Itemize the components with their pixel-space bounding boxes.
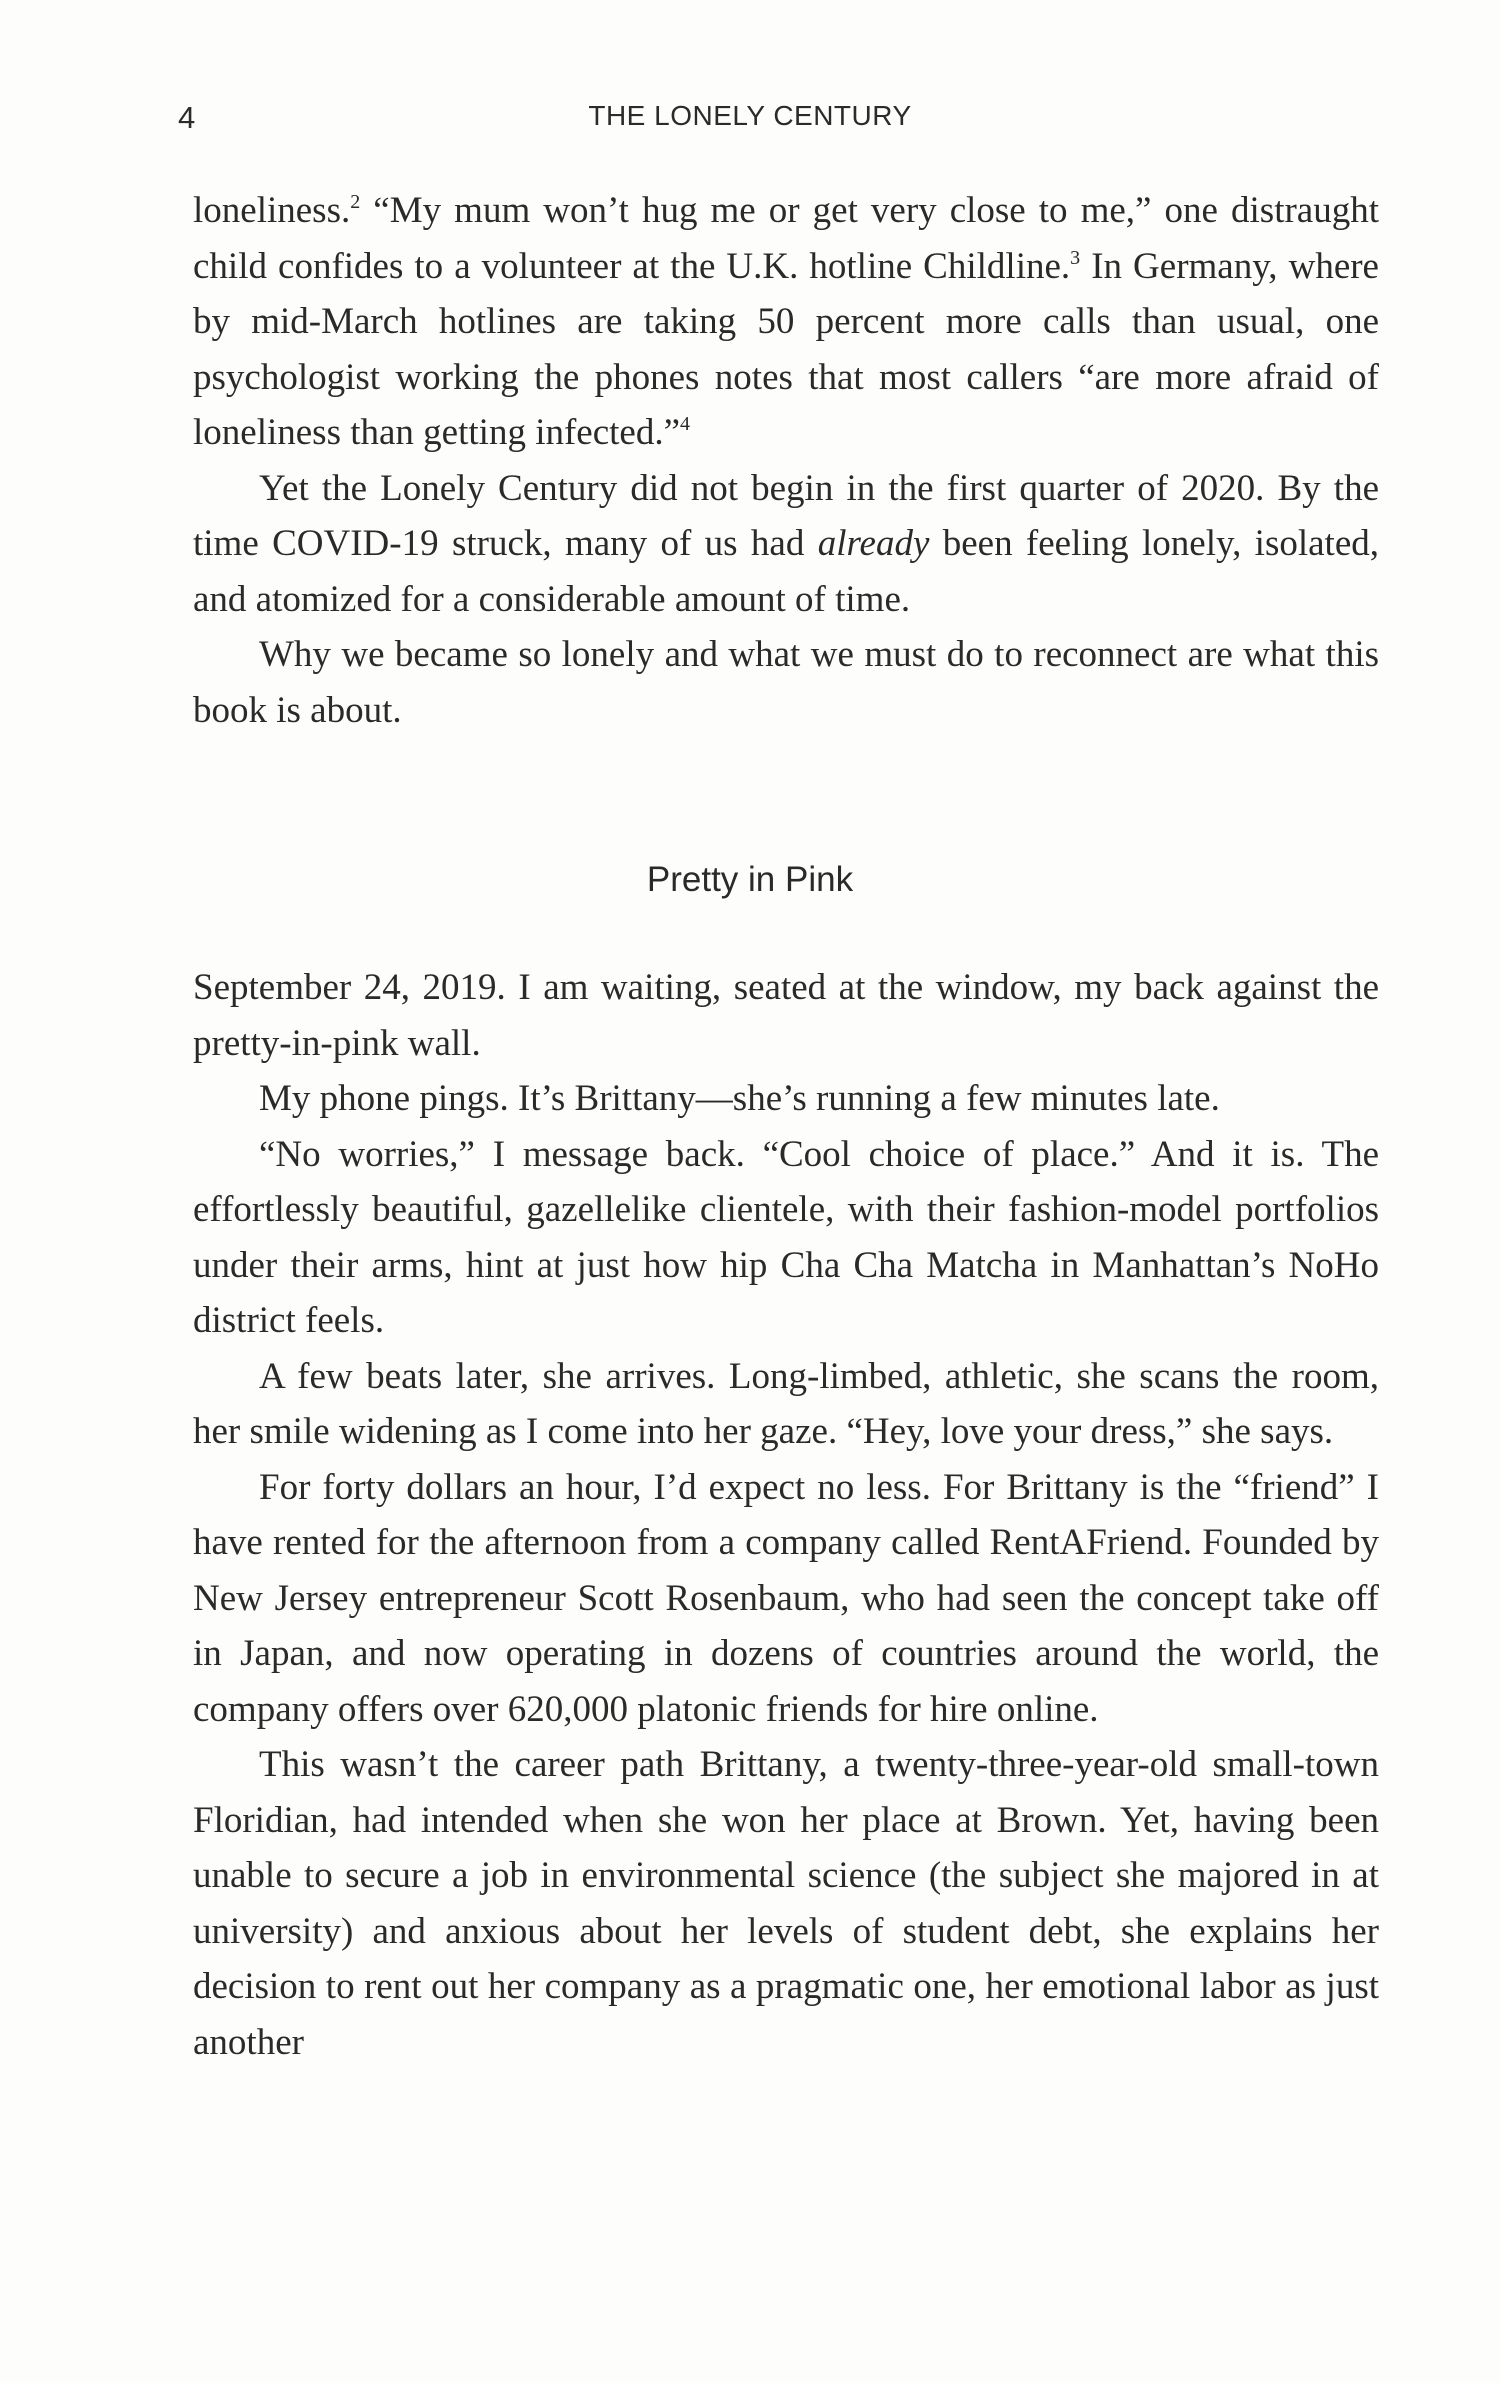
paragraph: September 24, 2019. I am waiting, seated at the window, my back against the pretty-in-pink wall. [193, 967, 1379, 1064]
text-run: In Germany, where by mid-March hotlines are taking 50 percent more calls than usual, one psychologist working the phones notes that most callers “are more afraid of loneliness than getting infected.” [193, 245, 1379, 453]
paragraph [193, 461, 1379, 628]
opening-text-block [193, 183, 1379, 738]
footnote-ref: 3 [1070, 246, 1081, 269]
section-heading: Pretty in Pink [646, 860, 854, 899]
page-header [0, 96, 1500, 146]
running-head: THE LONELY CENTURY [588, 100, 912, 131]
section-text-block [193, 960, 1379, 2070]
emphasis: already [817, 523, 930, 564]
text-run: been feeling lonely, isolated, and atomized for a considerable amount of time. [193, 523, 1380, 620]
paragraph: My phone pings. It’s Brittany—she’s running a few minutes late. [259, 1078, 1220, 1119]
paragraph: This wasn’t the career path Brittany, a twenty-three-year-old small-town Floridian, had intended when she won her place at Brown. Yet, having been unable to secure a job in environmental science (the subject she majored in at university) and anxious about her levels of student debt, she explains her decision to rent out her company as a pragmatic one, her emotional labor as just another [193, 1744, 1379, 2063]
paragraph [193, 183, 1379, 461]
text-run: Yet the Lonely Century did not begin in the first quarter of 2020. By the time COVID-19 struck, many of us had [193, 467, 1379, 564]
text-run: “My mum won’t hug me or get very close to me,” one distraught child confides to a volunteer at the U.K. hotline Childline. [193, 190, 1379, 287]
text-run: loneliness. [193, 190, 351, 231]
paragraph: A few beats later, she arrives. Long-limbed, athletic, she scans the room, her smile widening as I come into her gaze. “Hey, love your dress,” she says. [193, 1355, 1379, 1452]
paragraph: For forty dollars an hour, I’d expect no less. For Brittany is the “friend” I have rented for the afternoon from a company called RentAFriend. Founded by New Jersey entrepreneur Scott Rosenbaum, who had seen the concept take off in Japan, and now operating in dozens of countries around the world, the company offers over 620,000 platonic friends for hire online. [193, 1466, 1379, 1730]
footnote-ref: 4 [680, 413, 691, 435]
page-number: 4 [178, 100, 196, 135]
paragraph: “No worries,” I message back. “Cool choice of place.” And it is. The effortlessly beautiful, gazellelike clientele, with their fashion-model portfolios under their arms, hint at just how hip Cha Cha Matcha in Manhattan’s NoHo district feels. [193, 1133, 1379, 1341]
paragraph: Why we became so lonely and what we must do to reconnect are what this book is about. [193, 634, 1379, 731]
footnote-ref: 2 [350, 191, 361, 213]
